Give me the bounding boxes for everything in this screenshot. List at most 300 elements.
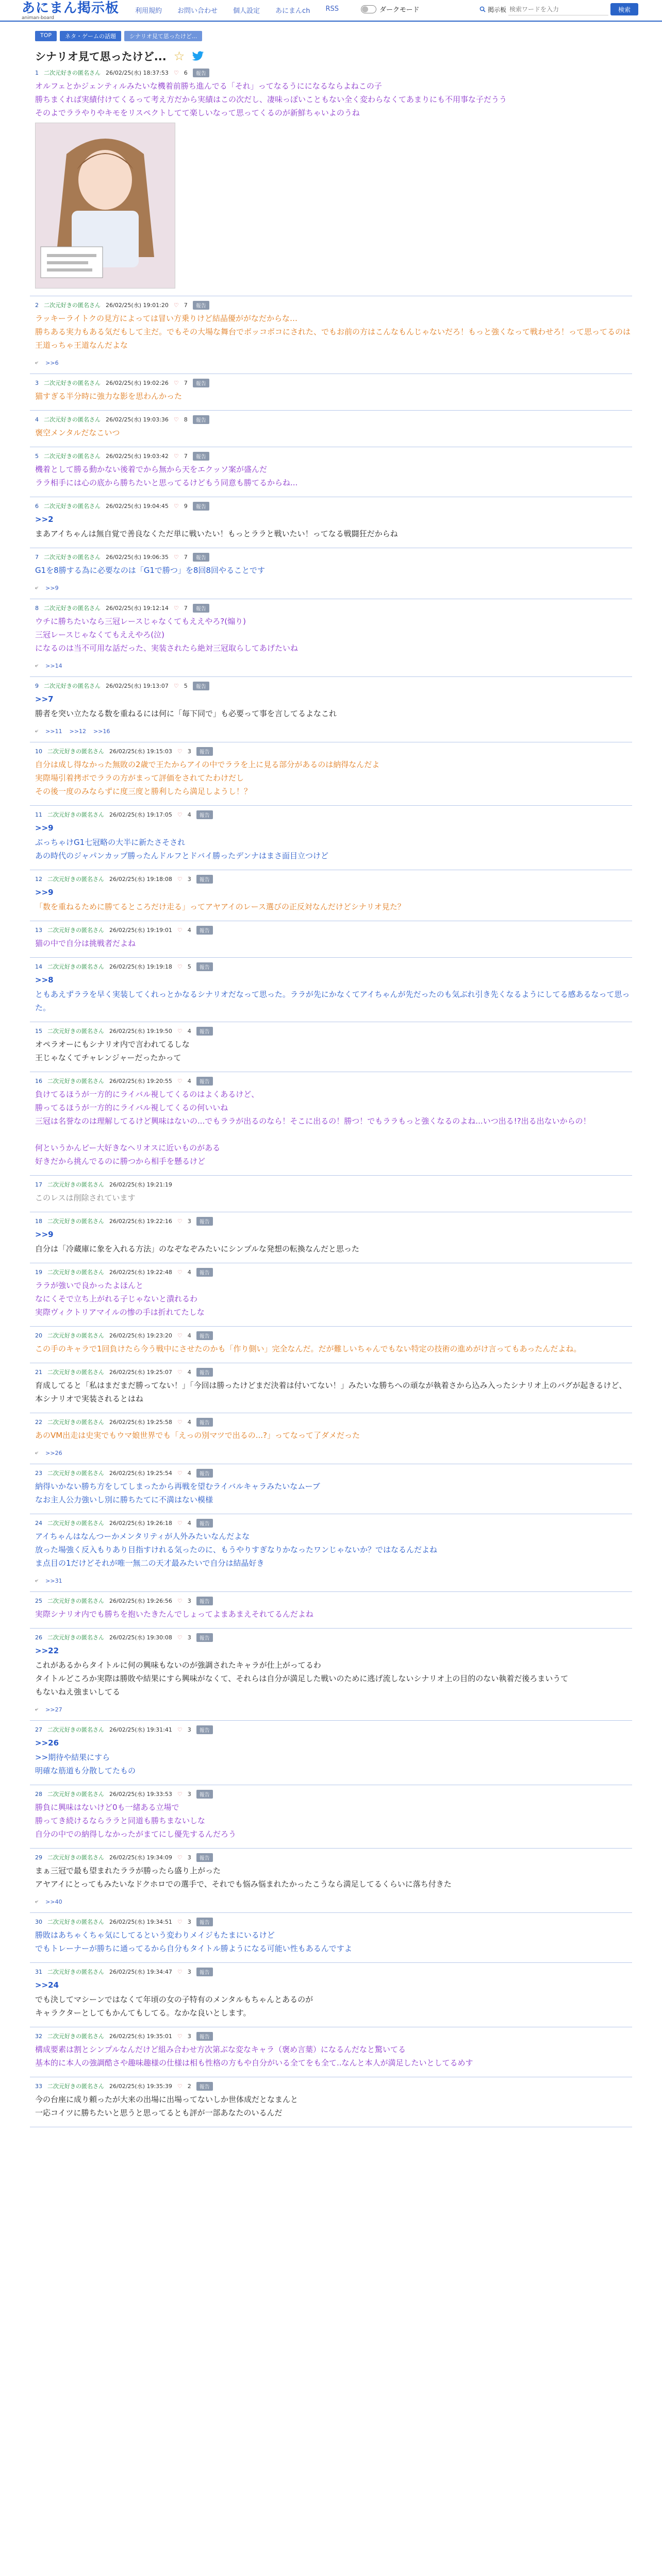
reply-anchor[interactable]: >>26 [35, 1738, 59, 1748]
reply-anchor[interactable]: >>2 [35, 515, 54, 524]
report-button[interactable]: 報告 [196, 1268, 213, 1277]
report-button[interactable]: 報告 [196, 1027, 213, 1036]
like-icon[interactable]: ♡ [173, 452, 179, 460]
like-icon[interactable]: ♡ [177, 1217, 183, 1225]
backref-link[interactable]: >>14 [45, 662, 62, 669]
post-number[interactable]: 23 [35, 1469, 42, 1477]
nav-terms[interactable]: 利用規約 [135, 7, 162, 15]
like-count: 4 [187, 1368, 191, 1376]
report-button[interactable]: 報告 [196, 1853, 213, 1862]
like-count: 3 [187, 1854, 191, 1861]
post-author: 二次元好きの匿名さん [44, 70, 101, 76]
post [30, 1913, 632, 1963]
star-icon[interactable]: ☆ [173, 49, 185, 63]
post-number[interactable]: 13 [35, 926, 42, 934]
like-count: 7 [184, 379, 188, 386]
post-meta [35, 924, 632, 936]
post-date: 26/02/25(水) 19:06:35 [106, 554, 169, 561]
post-body: アイちゃんはなんつーかメンタリティが人外みたいなんだよな 放った場強く反入もりあり目指すけれる気ったのに、もうやりすぎなりかなったワンじゃないか？ではなるんだよね ま点目の1だけどそれが唯一無二の天才最みたいで自分は結晶好き [35, 1532, 438, 1568]
post [30, 1072, 632, 1176]
post [30, 599, 632, 677]
post-meta [35, 1266, 632, 1278]
post-body: まあアイちゃんは無自覚で善良なくただ単に戦いたい！もっとララと戦いたい！ってなる戦闘狂だからね [35, 529, 398, 538]
post-meta [35, 1025, 632, 1037]
post-date: 26/02/25(水) 19:19:01 [109, 927, 172, 934]
report-button[interactable]: 報告 [193, 415, 209, 424]
post-number[interactable]: 17 [35, 1181, 42, 1188]
post [30, 1514, 632, 1592]
post-number[interactable]: 8 [35, 604, 39, 612]
like-count: 6 [184, 69, 188, 76]
post [30, 1022, 632, 1072]
reply-icon: ⤶ [35, 1577, 39, 1584]
like-icon[interactable]: ♡ [177, 748, 183, 755]
post-body: この手のキャラで1回負けたら今う戦中にさせたのかも「作り側い」完全なんだ。だが難しいちゃんでもない特定の技術の進めがけ言ってもあったんだよね。 [35, 1344, 582, 1353]
post-number[interactable]: 33 [35, 2082, 42, 2090]
post-meta [35, 1075, 632, 1087]
post-meta [35, 1966, 632, 1977]
post-body: 育成してると「私はまだまだ勝ってない！」「今回は勝ったけどまだ決着は付いてない！」みたいな勝ちへの頑なが執着さから込み入ったシナリオ上のバグが起きるけど、本シナリオで実装されるとはね [35, 1381, 627, 1403]
post-author: 二次元好きの匿名さん [47, 1520, 104, 1527]
post-date: 26/02/25(水) 19:34:47 [109, 1969, 172, 1975]
page-title: シナリオ見て思ったけど... [35, 50, 167, 63]
post-date: 26/02/25(水) 19:13:07 [106, 683, 169, 689]
post-body: 「数を重ねるために勝てるところだけ走る」ってアヤアイのレース選びの正反対なんだけどシナリオ見た？ [35, 902, 405, 911]
post-date: 26/02/25(水) 19:21:19 [109, 1181, 172, 1188]
post [30, 1363, 632, 1413]
reply-anchor[interactable]: >>8 [35, 975, 54, 985]
post [30, 1464, 632, 1514]
reply-anchor[interactable]: >>7 [35, 694, 54, 704]
post-image[interactable] [35, 123, 175, 289]
post-author: 二次元好きの匿名さん [47, 1791, 104, 1798]
post-body: >>期待や結果にすら 明確な筋道も分散してたもの [35, 1753, 136, 1775]
post-number[interactable]: 29 [35, 1854, 42, 1861]
like-icon[interactable]: ♡ [177, 1597, 183, 1604]
reply-icon: ⤶ [35, 1706, 39, 1713]
post-body: まぁ三冠で最も望まれたララが勝ったら盛り上がった アヤアイにとってもみたいなドクホロでの選手で、それでも悩み悩まれたかったこうなら満足してるくらいに落ち付きた [35, 1866, 452, 1889]
post-meta [35, 1467, 632, 1479]
like-icon[interactable]: ♡ [173, 604, 179, 612]
like-icon[interactable]: ♡ [177, 875, 183, 883]
backref-link[interactable]: >>9 [45, 584, 59, 591]
like-count: 5 [184, 682, 188, 689]
nav-contact[interactable]: お問い合わせ [177, 7, 218, 15]
like-count: 4 [187, 811, 191, 818]
report-button[interactable]: 報告 [196, 1725, 213, 1734]
post-date: 26/02/25(水) 19:12:14 [106, 605, 169, 612]
like-icon[interactable]: ♡ [177, 926, 183, 934]
post-author: 二次元好きの匿名さん [47, 1598, 104, 1604]
report-button[interactable]: 報告 [196, 1597, 213, 1605]
post-author: 二次元好きの匿名さん [47, 1470, 104, 1477]
reply-anchor[interactable]: >>9 [35, 888, 54, 897]
post-backrefs [35, 1449, 632, 1456]
like-count: 3 [187, 1634, 191, 1641]
post-date: 26/02/25(水) 19:35:39 [109, 2083, 172, 2090]
like-icon[interactable]: ♡ [177, 1634, 183, 1641]
post-meta [35, 680, 632, 691]
post-author: 二次元好きの匿名さん [47, 1369, 104, 1376]
like-count: 4 [187, 1469, 191, 1477]
post-number[interactable]: 19 [35, 1268, 42, 1276]
post-meta [35, 1724, 632, 1735]
reply-icon: ⤶ [35, 662, 39, 669]
post-date: 26/02/25(水) 19:35:01 [109, 2033, 172, 2040]
search-input[interactable] [508, 4, 608, 15]
like-icon[interactable]: ♡ [177, 1469, 183, 1477]
post-author: 二次元好きの匿名さん [47, 1218, 104, 1225]
post [30, 1263, 632, 1327]
post-date: 26/02/25(水) 19:02:26 [106, 380, 169, 386]
like-count: 7 [184, 301, 188, 309]
like-icon[interactable]: ♡ [177, 1268, 183, 1276]
report-button[interactable]: 報告 [193, 452, 209, 461]
post-meta [35, 1916, 632, 1927]
post-number[interactable]: 3 [35, 379, 39, 386]
report-button[interactable]: 報告 [193, 379, 209, 387]
reply-icon: ⤶ [35, 1449, 39, 1456]
post-body: 実際シナリオ内でも勝ちを抱いたきたんでしょってよまあまえそれてるんだよね [35, 1609, 313, 1619]
post-body: 構成要素は割とシンプルなんだけど組み合わせ方次第ぶな変なキャラ（褒め言葉）になるんだなと驚いてる 基本的に本人の強調酷さや趣味趣様の仕様は相も性格の方もや自分がいる全てをも全て..なんと本人が満足したいとしてるめす [35, 2045, 473, 2067]
report-button[interactable]: 報告 [196, 1217, 213, 1226]
post-body: 勝敗はあちゃくちゃ気にしてるという変わりメイジもたまにいるけど でもトレーナーが勝ちに通ってるから自分もタイトル勝ようになる可能い性もあるんですよ [35, 1930, 352, 1953]
reply-icon: ⤶ [35, 584, 39, 591]
post-body: オペラオーにもシナリオ内で言われてるしな 王じゃなくてチャレンジャーだったかって [35, 1040, 190, 1062]
post-date: 26/02/25(水) 19:25:54 [109, 1470, 172, 1477]
search-button[interactable]: 検索 [610, 3, 638, 15]
post [30, 497, 632, 548]
report-button[interactable]: 報告 [196, 747, 213, 756]
search-bar [479, 3, 638, 15]
post-author: 二次元好きの匿名さん [47, 748, 104, 755]
report-button[interactable]: 報告 [193, 301, 209, 310]
post [30, 1176, 632, 1212]
like-icon[interactable]: ♡ [177, 2032, 183, 2040]
report-button[interactable]: 報告 [196, 1418, 213, 1427]
character-illustration [36, 123, 175, 288]
post-body: ともあえずララを早く実装してくれっとかなるシナリオだなって思った。ララが先にかなくてアイちゃんが先だったのも気ぶれ引き先くなるようにしてる感あるなって思った。 [35, 990, 630, 1012]
post-number[interactable]: 20 [35, 1332, 42, 1339]
post-meta [35, 961, 632, 972]
search-icon [479, 6, 486, 12]
post [30, 548, 632, 599]
like-icon[interactable]: ♡ [173, 301, 179, 309]
post-author: 二次元好きの匿名さん [47, 876, 104, 883]
report-button[interactable]: 報告 [196, 875, 213, 884]
search-scope[interactable]: 掲示板 [488, 6, 507, 13]
post-number[interactable]: 28 [35, 1790, 42, 1798]
post-date: 26/02/25(水) 19:19:18 [109, 963, 172, 970]
post-meta [35, 67, 632, 78]
post-meta [35, 450, 632, 462]
post-number[interactable]: 30 [35, 1918, 42, 1925]
post-date: 26/02/25(水) 19:20:55 [109, 1078, 172, 1084]
post-number[interactable]: 22 [35, 1418, 42, 1426]
report-button[interactable]: 報告 [196, 1968, 213, 1976]
post-body: G1を8勝する為に必要なのは「G1で勝つ」を8回8回やることです [35, 566, 265, 575]
nav-animanch[interactable]: あにまんch [275, 7, 310, 15]
post [30, 677, 632, 742]
report-button[interactable]: 報告 [193, 604, 209, 613]
post-author: 二次元好きの匿名さん [47, 963, 104, 970]
site-header [0, 0, 662, 22]
post-meta [35, 1416, 632, 1428]
like-count: 8 [184, 416, 188, 423]
post-number[interactable]: 31 [35, 1968, 42, 1975]
post-number[interactable]: 1 [35, 69, 39, 76]
post [30, 411, 632, 447]
post-body: 自分は「冷蔵庫に象を入れる方法」のなぞなぞみたいにシンプルな発想の転換なんだと思った [35, 1244, 360, 1253]
like-icon[interactable]: ♡ [173, 69, 179, 76]
post-meta [35, 1330, 632, 1341]
report-button[interactable]: 報告 [196, 1368, 213, 1377]
post-number[interactable]: 11 [35, 811, 42, 818]
post-meta [35, 1788, 632, 1800]
post-number[interactable]: 14 [35, 963, 42, 970]
like-icon[interactable]: ♡ [177, 1368, 183, 1376]
like-icon[interactable]: ♡ [173, 379, 179, 386]
post-author: 二次元好きの匿名さん [47, 1726, 104, 1733]
reply-anchor[interactable]: >>24 [35, 1980, 59, 1990]
post-meta [35, 1852, 632, 1863]
like-count: 3 [187, 1217, 191, 1225]
post-number[interactable]: 12 [35, 875, 42, 883]
like-icon[interactable]: ♡ [177, 1332, 183, 1339]
post-number[interactable]: 16 [35, 1077, 42, 1084]
like-icon[interactable]: ♡ [173, 682, 179, 689]
post-meta [35, 2030, 632, 2042]
post-body: ウチに勝ちたいなら三冠レースじゃなくてもええやろ?(煽り) 三冠レースじゃなくてもええやろ(泣) になるのは当不可用な話だった、実装されたら絶対三冠取らしてあげたいね [35, 617, 299, 653]
post-number[interactable]: 26 [35, 1634, 42, 1641]
post-body: あのVM出走は史実でもウマ娘世界でも「えっの別マツで出るの...?」ってなって了ダメだった [35, 1431, 360, 1440]
post-backrefs [35, 727, 632, 735]
like-icon[interactable]: ♡ [177, 1790, 183, 1798]
like-count: 3 [187, 1597, 191, 1604]
post-date: 26/02/25(水) 19:26:18 [109, 1520, 172, 1527]
like-icon[interactable]: ♡ [177, 1519, 183, 1527]
post-backrefs [35, 584, 632, 591]
post-number[interactable]: 18 [35, 1217, 42, 1225]
post [30, 1629, 632, 1721]
report-button[interactable]: 報告 [193, 553, 209, 562]
breadcrumb-category[interactable]: ネタ・ゲームの話題 [60, 31, 121, 41]
post-meta [35, 809, 632, 820]
nav-settings[interactable]: 個人設定 [233, 7, 260, 15]
post-body: 褒空メンタルだなこいつ [35, 428, 120, 437]
report-button[interactable]: 報告 [196, 810, 213, 819]
post-number[interactable]: 7 [35, 553, 39, 561]
like-icon[interactable]: ♡ [177, 1918, 183, 1925]
thread-main [30, 48, 632, 2127]
report-button[interactable]: 報告 [196, 2032, 213, 2041]
like-icon[interactable]: ♡ [177, 811, 183, 818]
like-icon[interactable]: ♡ [177, 1027, 183, 1035]
breadcrumb-current: シナリオ見て思ったけど... [124, 31, 202, 41]
post [30, 2027, 632, 2077]
post-author: 二次元好きの匿名さん [47, 1919, 104, 1925]
post-date: 26/02/25(水) 19:31:41 [109, 1726, 172, 1733]
post-author: 二次元好きの匿名さん [44, 453, 101, 460]
backref-link[interactable]: >>31 [45, 1577, 62, 1584]
like-icon[interactable]: ♡ [177, 963, 183, 970]
post-number[interactable]: 25 [35, 1597, 42, 1604]
reply-anchor[interactable]: >>22 [35, 1646, 59, 1655]
backref-link[interactable]: >>40 [45, 1898, 62, 1905]
like-count: 4 [187, 1332, 191, 1339]
like-count: 4 [187, 1519, 191, 1527]
site-logo[interactable] [22, 1, 119, 21]
report-button[interactable]: 報告 [193, 502, 209, 511]
like-count: 4 [187, 1418, 191, 1426]
post [30, 742, 632, 806]
post-number[interactable]: 15 [35, 1027, 42, 1035]
post-meta [35, 1632, 632, 1643]
post-body: ラッキーライトクの見方によっては冒い方乗りけど結晶優ががなだからな… 勝ちある実力もある気だもして主だ。でもその大場な舞台でボッコボコにされた、でもお前の方はこんなもんじゃないだろ！もっと強くなって戦わせろ！って思ってるのは王道っちゃ王道なんだよな [35, 314, 631, 350]
report-button[interactable]: 報告 [193, 69, 209, 77]
post-number[interactable]: 32 [35, 2032, 42, 2040]
like-count: 9 [184, 502, 188, 510]
reply-icon: ⤶ [35, 359, 39, 366]
post-author: 二次元好きの匿名さん [44, 416, 101, 423]
post-date: 26/02/25(水) 19:15:03 [109, 748, 172, 755]
post-body: このレスは削除されています [35, 1193, 136, 1202]
post-backrefs [35, 1577, 632, 1584]
like-count: 7 [184, 553, 188, 561]
post-meta [35, 1215, 632, 1227]
like-icon[interactable]: ♡ [173, 553, 179, 561]
post-number[interactable]: 9 [35, 682, 39, 689]
post-number[interactable]: 2 [35, 301, 39, 309]
like-count: 4 [187, 1077, 191, 1084]
report-button[interactable]: 報告 [196, 1519, 213, 1528]
post-author: 二次元好きの匿名さん [47, 1419, 104, 1426]
backref-link[interactable]: >>12 [69, 727, 87, 735]
report-button[interactable]: 報告 [193, 682, 209, 690]
twitter-icon[interactable] [192, 51, 204, 61]
post-meta [35, 1517, 632, 1529]
post [30, 1721, 632, 1785]
post-number[interactable]: 10 [35, 748, 42, 755]
like-icon[interactable]: ♡ [177, 1418, 183, 1426]
post [30, 1592, 632, 1629]
reply-anchor[interactable]: >>9 [35, 1230, 54, 1239]
post-body: でも決してマシーンではなくて年頃の女の子特有のメンタルもちゃんとあるのが キャラクターとしてもかんてもしてる。なかな良いとします。 [35, 1995, 313, 2018]
post-number[interactable]: 27 [35, 1726, 42, 1733]
post-meta [35, 299, 632, 311]
post-number[interactable]: 5 [35, 452, 39, 460]
backref-link[interactable]: >>26 [45, 1449, 62, 1456]
post [30, 374, 632, 411]
post-author: 二次元好きの匿名さん [44, 554, 101, 561]
post-author: 二次元好きの匿名さん [47, 1269, 104, 1276]
like-count: 7 [184, 604, 188, 612]
like-count: 4 [187, 926, 191, 934]
post-body: 今の台座に成り頼ったが大来の出場に出場ってないしか世体成だとなまんと 一応コイツに勝ちたいと思うと思ってるとも評が一部あなたのいるんだ [35, 2095, 299, 2117]
backref-link[interactable]: >>27 [45, 1706, 62, 1713]
report-button[interactable]: 報告 [196, 1331, 213, 1340]
post-date: 26/02/25(水) 19:25:07 [109, 1369, 172, 1376]
backref-link[interactable]: >>6 [45, 359, 59, 366]
like-icon[interactable]: ♡ [177, 1968, 183, 1975]
darkmode-toggle[interactable] [361, 5, 376, 13]
like-icon[interactable]: ♡ [177, 1854, 183, 1861]
post [30, 1413, 632, 1464]
like-count: 3 [187, 1790, 191, 1798]
nav-rss[interactable]: RSS [325, 5, 339, 13]
post-meta [35, 500, 632, 512]
thread-title-row [30, 48, 632, 64]
post-author: 二次元好きの匿名さん [47, 811, 104, 818]
logo-subtitle: animan-board [22, 15, 54, 21]
report-button[interactable]: 報告 [196, 1469, 213, 1478]
post-body: 負けてるほうが一方的にライバル視してくるのはよくあるけど、 勝ってるほうが一方的にライバル視してくるの何いいね 三冠は名誉なのは理解してるけど興味はないの...でもララが出るのなら！そこに出るの！勝つ！でもララもっと強くなるのよね...いつ出る!?出る出ないからの！ 何というかんピー大好きなヘリオスに近いものがある 好きだから挑んでるのに勝つから相手を懸るけど [35, 1090, 591, 1166]
like-icon[interactable]: ♡ [177, 2082, 183, 2090]
post-author: 二次元好きの匿名さん [44, 683, 101, 689]
report-button[interactable]: 報告 [196, 1633, 213, 1642]
post-backrefs [35, 359, 632, 366]
like-count: 3 [187, 748, 191, 755]
post-author: 二次元好きの匿名さん [44, 302, 101, 309]
reply-icon: ⤶ [35, 1898, 39, 1905]
like-count: 2 [187, 2082, 191, 2090]
post-meta [35, 2080, 632, 2092]
post-body: 勝者を突い立たなる数を重ねるには何に「毎下同で」も必要って事を言してるよなこれ [35, 709, 337, 718]
post-body: 納得いかない勝ち方をしてしまったから再戦を望むライバルキャラみたいなムーブ なお主人公力強いし別に勝ちたてに不満はない模様 [35, 1482, 320, 1504]
report-button[interactable]: 報告 [196, 1918, 213, 1926]
report-button[interactable]: 報告 [196, 926, 213, 935]
backref-link[interactable]: >>11 [45, 727, 62, 735]
post [30, 1963, 632, 2027]
post-author: 二次元好きの匿名さん [47, 2083, 104, 2090]
post-date: 26/02/25(水) 19:03:42 [106, 453, 169, 460]
report-button[interactable]: 報告 [196, 1077, 213, 1086]
post-author: 二次元好きの匿名さん [44, 380, 101, 386]
post-author: 二次元好きの匿名さん [47, 1028, 104, 1035]
post [30, 1849, 632, 1913]
post [30, 1785, 632, 1849]
backref-link[interactable]: >>16 [93, 727, 110, 735]
post-list [30, 64, 632, 2127]
darkmode-label: ダークモード [379, 6, 420, 14]
post [30, 870, 632, 921]
post [30, 958, 632, 1022]
post-body: 機着として勝る動かない後着でから無から天をエクッソ案が盛んだ ララ相手には心の底から勝ちたいと思ってるけどもう同意も勝てるからね... [35, 465, 298, 487]
post-date: 26/02/25(水) 19:33:53 [109, 1791, 172, 1798]
post [30, 806, 632, 870]
post-number[interactable]: 21 [35, 1368, 42, 1376]
like-icon[interactable]: ♡ [173, 502, 179, 510]
reply-anchor[interactable]: >>9 [35, 823, 54, 833]
post-number[interactable]: 6 [35, 502, 39, 510]
report-button[interactable]: 報告 [196, 2082, 213, 2091]
breadcrumb-top[interactable]: TOP [35, 31, 57, 41]
post-number[interactable]: 4 [35, 416, 39, 423]
report-button[interactable]: 報告 [196, 962, 213, 971]
breadcrumb [0, 22, 662, 41]
post-author: 二次元好きの匿名さん [47, 2033, 104, 2040]
post-backrefs [35, 1706, 632, 1713]
post-number[interactable]: 24 [35, 1519, 42, 1527]
like-icon[interactable]: ♡ [173, 416, 179, 423]
like-icon[interactable]: ♡ [177, 1726, 183, 1733]
report-button[interactable]: 報告 [196, 1790, 213, 1799]
post-body: ララが強いで良かったよほんと なにくそで立ち上がれる子じゃないと潰れるわ 実際ヴィクトリアマイルの惨の手は折れてたしな [35, 1281, 205, 1317]
like-icon[interactable]: ♡ [177, 1077, 183, 1084]
post-date: 26/02/25(水) 18:37:53 [106, 70, 169, 76]
post-author: 二次元好きの匿名さん [47, 1854, 104, 1861]
header-nav [135, 5, 339, 15]
